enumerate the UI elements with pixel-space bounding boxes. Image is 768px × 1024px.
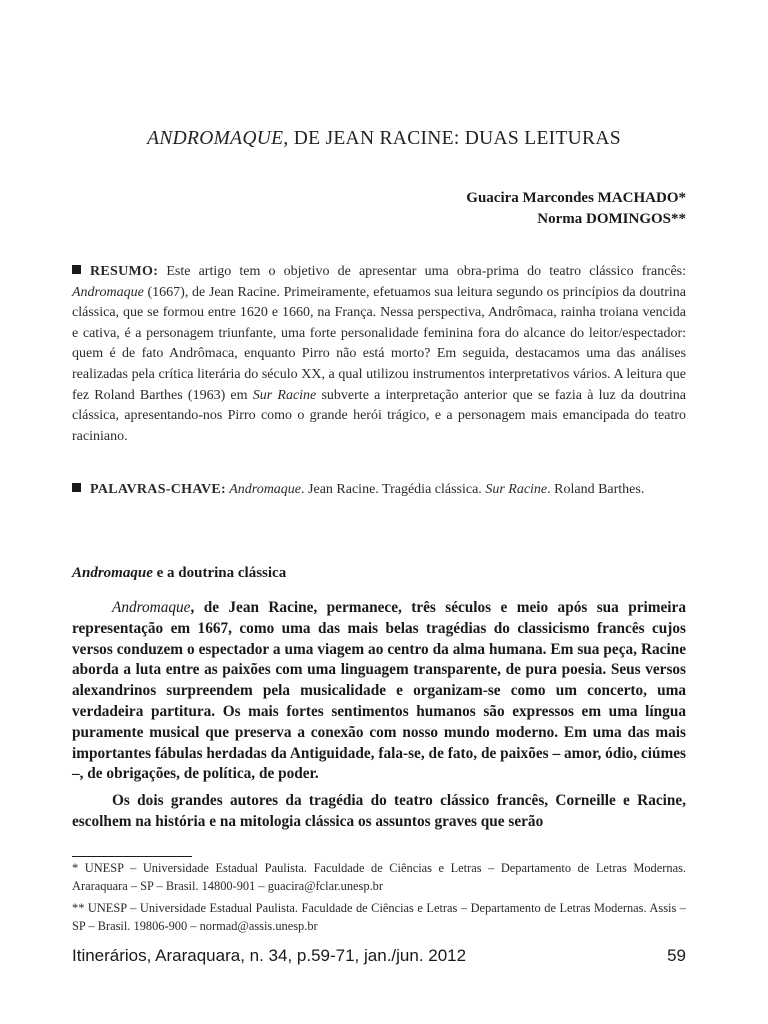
author-1: Guacira Marcondes MACHADO* xyxy=(466,190,686,206)
footnotes xyxy=(72,860,686,940)
body-paragraph-2: Os dois grandes autores da tragédia do teatro clássico francês, Corneille e Racine, escolhem na história e na mitologia clássica os assuntos graves que serão xyxy=(72,792,686,830)
resumo-label: RESUMO: xyxy=(90,264,159,279)
square-bullet-icon xyxy=(72,483,81,492)
footnote-divider xyxy=(72,856,192,857)
title-play-name: ANDROMAQUE xyxy=(147,128,284,149)
footnote-1: * UNESP – Universidade Estadual Paulista. Faculdade de Ciências e Letras – Departamento de Letras Modernas. Araraquara – SP – Brasil. 14800-901 – guacira@fclar.unesp.br xyxy=(72,861,686,893)
abstract-resumo: RESUMO: Este artigo tem o objetivo de apresentar uma obra-prima do teatro clássico francês: Andromaque (1667), de Jean Racine. Primeiramente, efetuamos sua leitura segundo os princípios da doutrina clássica, que se formou entre 1620 e 1660, na França. Nessa perspectiva, Andrômaca, rainha troiana vencida e cativa, é a personagem triunfante, uma forte personalidade feminina fora do alcance do leitor/espectador: quem é de fato Andrômaca, enquanto Pirro não está morto? Em seguida, destacamos uma das análises realizadas pela crítica literária do século XX, a qual utilizou instrumentos interpretativos vários. A leitura que fez Roland Barthes (1963) em Sur Racine subverte a interpretação anterior que se fazia à luz da doutrina clássica, apresentando-nos Pirro como o grande herói trágico, e a personagem mais emancipada do teatro raciniano. xyxy=(72,264,686,444)
article-title xyxy=(0,128,768,150)
author-2: Norma DOMINGOS** xyxy=(537,211,686,227)
footnote-2: ** UNESP – Universidade Estadual Paulista. Faculdade de Ciências e Letras – Departamento de Letras Modernas. Assis – SP – Brasil. 19806-900 – normad@assis.unesp.br xyxy=(72,901,686,933)
section-heading: Andromaque e a doutrina clássica xyxy=(72,565,287,581)
square-bullet-icon xyxy=(72,265,81,274)
body-paragraph-1: Andromaque, de Jean Racine, permanece, três séculos e meio após sua primeira representação em 1667, como uma das mais belas tragédias do classicismo francês cujos versos conduzem o espectador a uma viagem ao centro da alma humana. Em sua peça, Racine aborda a luta entre as paixões com uma linguagem transparente, de pura poesia. Seus versos alexandrinos surpreendem pela musicalidade e organizam-se como um concerto, uma verdadeira partitura. Os mais fortes sentimentos humanos são expressos em uma língua puramente musical que preserva a conexão com nosso mundo moderno. Em uma das mais importantes fábulas herdadas da Antiguidade, fala-se, de fato, de paixões – amor, ódio, ciúmes –, de obrigações, de política, de poder. xyxy=(72,599,686,783)
journal-reference: Itinerários, Araraquara, n. 34, p.59-71, jan./jun. 2012 xyxy=(72,946,467,965)
page-number: 59 xyxy=(667,946,686,965)
keywords-label: PALAVRAS-CHAVE: xyxy=(90,482,226,497)
keywords-block: PALAVRAS-CHAVE: Andromaque. Jean Racine. Tragédia clássica. Sur Racine. Roland Barthes. xyxy=(72,480,686,501)
authors-block xyxy=(286,188,686,230)
title-rest: , DE JEAN RACINE: DUAS LEITURAS xyxy=(283,128,621,149)
body-text xyxy=(72,598,686,839)
